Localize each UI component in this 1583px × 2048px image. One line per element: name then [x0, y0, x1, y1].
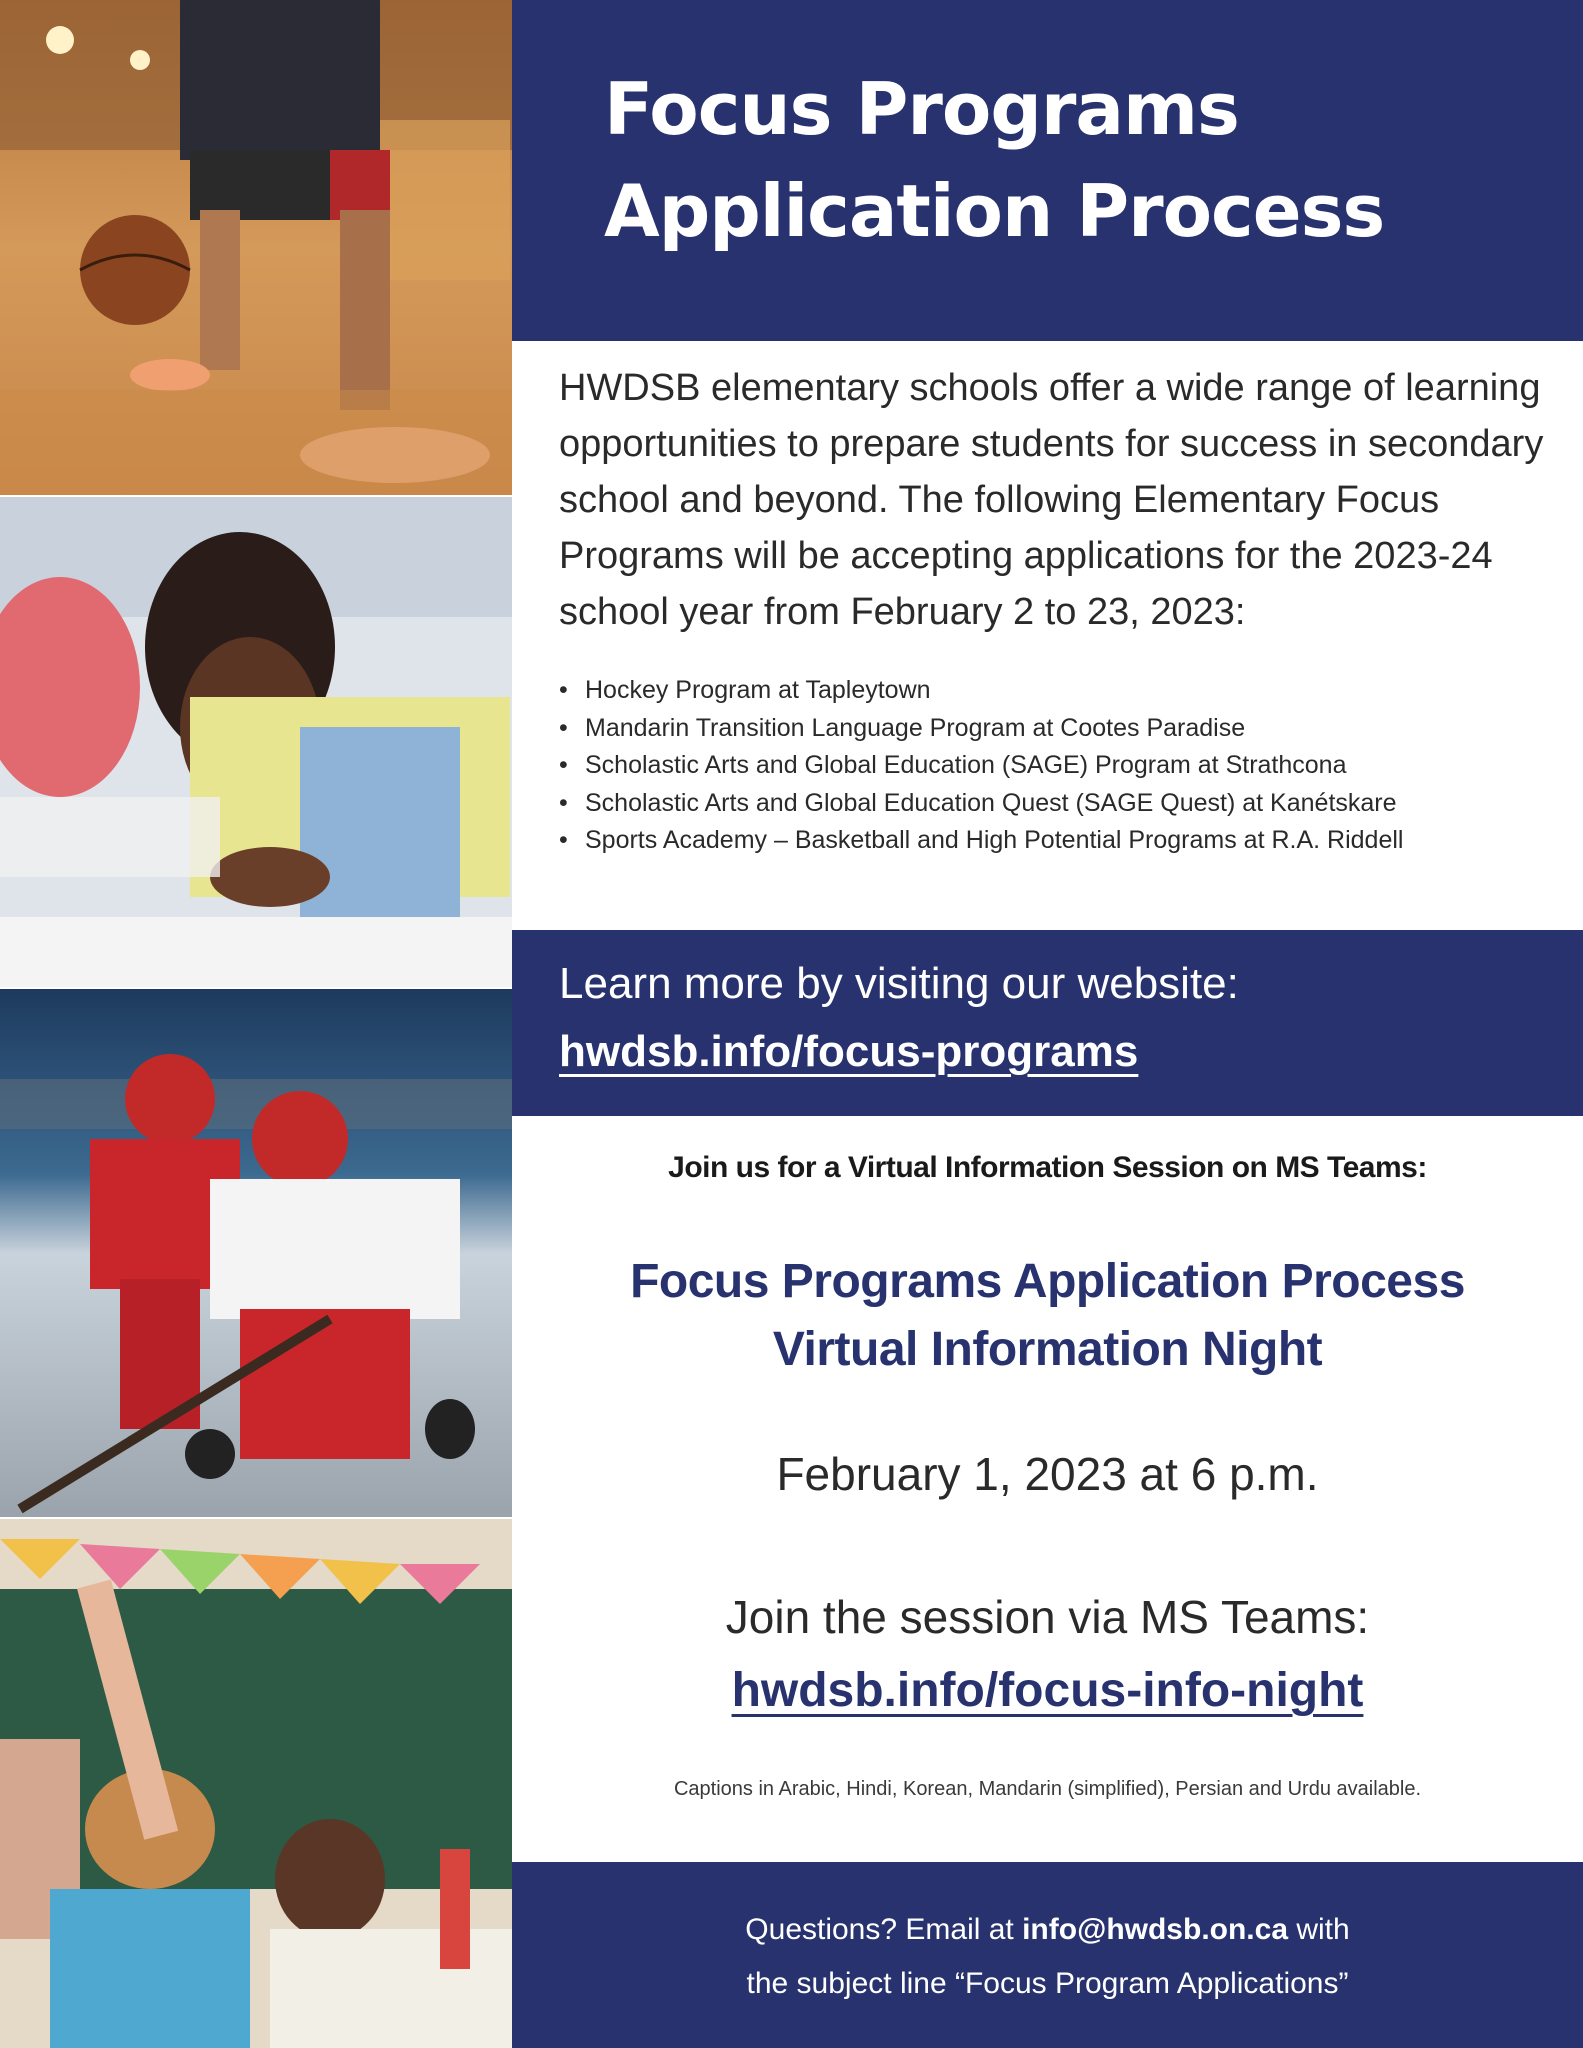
event-title	[512, 1248, 1583, 1384]
join-text: Join the session via MS Teams:	[725, 1591, 1370, 1643]
focus-programs-link[interactable]: hwdsb.info/focus-programs	[559, 1027, 1139, 1076]
list-item: • Sports Academy – Basketball and High Potential Programs at R.A. Riddell	[559, 826, 1404, 854]
basketball-photo	[0, 0, 512, 497]
title-line-2: Application Process	[604, 169, 1385, 253]
photo-column	[0, 0, 512, 2048]
hockey-photo	[0, 989, 512, 1519]
student-writing-photo	[0, 497, 512, 989]
learn-more-banner	[512, 930, 1583, 1116]
content-column	[512, 0, 1583, 2048]
page-title	[604, 58, 1384, 262]
captions-note: Captions in Arabic, Hindi, Korean, Mandarin (simplified), Persian and Urdu available.	[673, 1778, 1422, 1800]
list-item: • Scholastic Arts and Global Education (SAGE) Program at Strathcona	[559, 751, 1347, 779]
event-title-line-1: Focus Programs Application Process	[630, 1255, 1465, 1308]
footer-banner	[512, 1862, 1583, 2048]
footer-line-2: the subject line “Focus Program Applications”	[746, 1967, 1349, 2000]
intro-paragraph: HWDSB elementary schools offer a wide range of learning opportunities to prepare students for success in secondary school and beyond. The following Elementary Focus Programs will be accepting applications for the 2023-24 school year from February 2 to 23, 2023:	[559, 367, 1544, 633]
learn-more-text: Learn more by visiting our website:	[559, 959, 1239, 1008]
info-night-link[interactable]: hwdsb.info/focus-info-night	[731, 1664, 1364, 1717]
title-banner	[512, 0, 1583, 341]
list-item: • Mandarin Transition Language Program at Cootes Paradise	[559, 713, 1246, 742]
footer-line-1: Questions? Email at info@hwdsb.on.ca with	[745, 1913, 1350, 1946]
list-item: • Hockey Program at Tapleytown	[559, 676, 931, 704]
list-item: • Scholastic Arts and Global Education Quest (SAGE Quest) at Kanétskare	[559, 788, 1397, 817]
classroom-photo	[0, 1519, 512, 2048]
event-title-line-2: Virtual Information Night	[772, 1323, 1323, 1376]
session-heading: Join us for a Virtual Information Session on MS Teams:	[668, 1151, 1427, 1184]
email-link[interactable]: info@hwdsb.on.ca	[1022, 1913, 1289, 1946]
intro-section	[559, 360, 1559, 860]
event-date: February 1, 2023 at 6 p.m.	[776, 1448, 1319, 1500]
program-list	[559, 672, 1559, 860]
title-line-1: Focus Programs	[604, 67, 1239, 151]
